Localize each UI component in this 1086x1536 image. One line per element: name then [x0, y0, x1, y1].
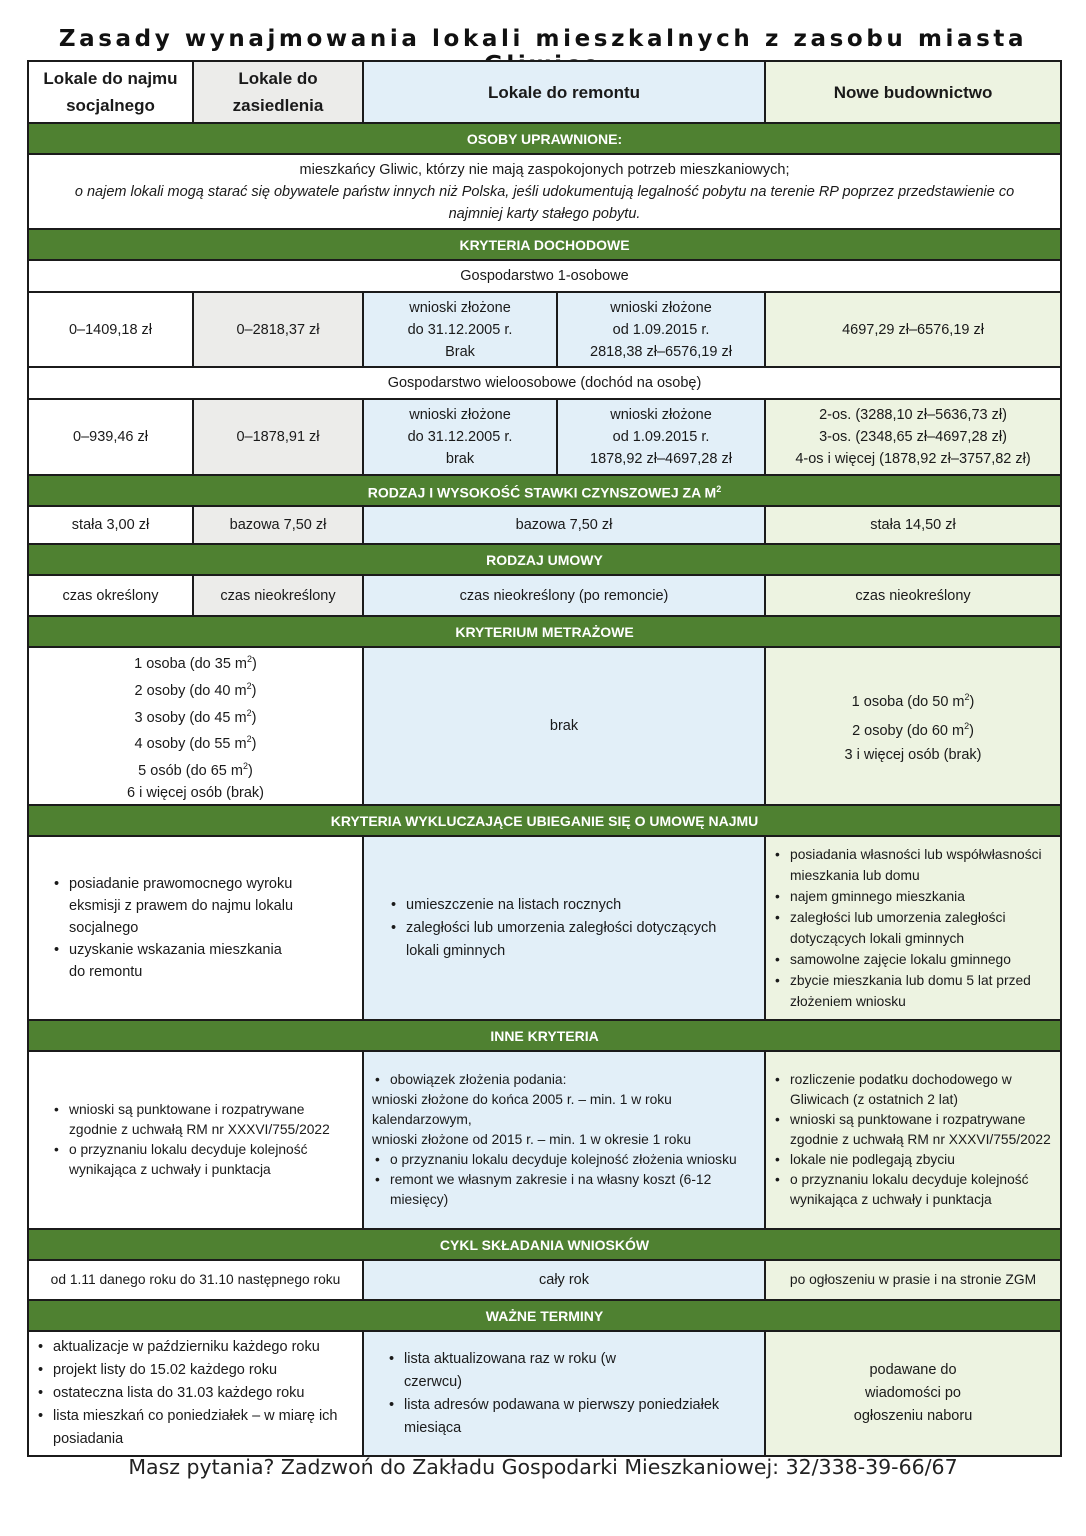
- section-header-wykluczajace: KRYTERIA WYKLUCZAJĄCE UBIEGANIE SIĘ O UMOWĘ NAJMU: [28, 805, 1061, 836]
- area-line: 1 osoba (do 50 $m^2$): [851, 692, 975, 711]
- cell-line: od 1.09.2015 r.: [612, 321, 710, 338]
- cell-line: do 31.12.2005 r.: [407, 321, 513, 338]
- column-header-remont: Lokale do remontu: [363, 61, 765, 123]
- area-line: 1 osoba (do 35 $m^2$): [134, 654, 257, 672]
- other-middle-line-2: wnioski złożone od 2015 r. – min. 1 w okresie 1 roku: [372, 1132, 692, 1148]
- section-header-terminy: WAŻNE TERMINY: [28, 1300, 1061, 1331]
- cell-line: wnioski złożone: [610, 299, 712, 316]
- section-header-inne: INNE KRYTERIA: [28, 1020, 1061, 1051]
- household-single-label: Gospodarstwo 1-osobowe: [28, 260, 1061, 292]
- list-item: • projekt listy do 15.02 każdego roku: [35, 1359, 340, 1382]
- area-line: 4 osoby (do 55 $m^2$): [134, 734, 257, 753]
- list-item: • wnioski są punktowane i rozpatrywane zgodnie z uchwałą RM nr XXXVI/755/2022: [51, 1100, 331, 1140]
- income-multi-remont-2015: [557, 399, 765, 475]
- cell-line: podawane do: [869, 1362, 957, 1379]
- list-item: • lista aktualizowana raz w roku (w czerwcu): [386, 1348, 634, 1394]
- list-item: • posiadanie prawomocnego wyroku eksmisji z prawem do najmu lokalu socjalnego: [51, 873, 301, 939]
- income-multi-zasiedlenie: 0–1878,91 zł: [193, 399, 363, 475]
- income-multi-socjalny: 0–939,46 zł: [28, 399, 193, 475]
- rules-table: [27, 60, 1062, 1457]
- area-line: 5 osób (do 65 $m^2$): [138, 761, 253, 780]
- list-item: • wnioski są punktowane i rozpatrywane zgodnie z uchwałą RM nr XXXVI/755/2022: [772, 1110, 1054, 1150]
- list-item: • samowolne zajęcie lokalu gminnego: [772, 949, 1054, 970]
- section-header-stawka: [28, 475, 1061, 506]
- cell-line: wnioski złożone: [610, 407, 712, 423]
- stawka-header-text: RODZAJ I WYSOKOŚĆ STAWKI CZYNSZOWEJ ZA M: [367, 484, 717, 501]
- income-single-remont-2005: [363, 292, 557, 367]
- cell-line: od 1.09.2015 r.: [612, 429, 710, 445]
- list-item: • o przyznaniu lokalu decyduje kolejność wynikająca z uchwały i punktacja: [772, 1170, 1054, 1210]
- section-header-cykl: CYKL SKŁADANIA WNIOSKÓW: [28, 1229, 1061, 1260]
- list-item: • lista adresów podawana w pierwszy poniedziałek miesiąca: [386, 1394, 746, 1440]
- exclusion-left: [28, 836, 363, 1020]
- cell-line: brak: [445, 451, 475, 467]
- cell-line: Brak: [445, 343, 475, 360]
- column-header-nowe: Nowe budownictwo: [765, 61, 1061, 123]
- area-sup: 2: [964, 721, 970, 732]
- area-sup: 2: [246, 680, 252, 691]
- exclusion-right: [765, 836, 1061, 1020]
- income-single-nowe: 4697,29 zł–6576,19 zł: [765, 292, 1061, 367]
- exclusion-middle: [363, 836, 765, 1020]
- cell-line: do 31.12.2005 r.: [407, 429, 513, 445]
- list-item: • o przyznaniu lokalu decyduje kolejność złożenia wniosku: [372, 1150, 756, 1170]
- area-line: 2 osoby (do 40 $m^2$): [134, 680, 257, 699]
- list-item: • zbycie mieszkania lub domu 5 lat przed złożeniem wniosku: [772, 970, 1054, 1012]
- list-item: • lokale nie podlegają zbyciu: [772, 1150, 1054, 1170]
- list-item: • ostateczna lista do 31.03 każdego roku: [35, 1382, 340, 1405]
- contract-remont: czas nieokreślony (po remoncie): [363, 575, 765, 616]
- section-header-umowa: RODZAJ UMOWY: [28, 544, 1061, 575]
- contact-footer: Masz pytania? Zadzwoń do Zakładu Gospodarki Mieszkaniowej: 32/338-39-66/67: [128, 1455, 958, 1479]
- area-sup: 2: [246, 707, 252, 718]
- deadlines-left: [28, 1331, 363, 1456]
- area-sup: 2: [247, 654, 253, 664]
- list-item: • umieszczenie na listach rocznych: [388, 894, 740, 917]
- cell-line: 3-os. (2348,65 zł–4697,28 zł): [819, 429, 1007, 445]
- income-multi-remont-2005: [363, 399, 557, 475]
- stawka-header-sup: 2: [716, 483, 722, 494]
- list-item: • rozliczenie podatku dochodowego w Gliwicach (z ostatnich 2 lat): [772, 1070, 1054, 1110]
- cell-line: wiadomości po: [865, 1385, 961, 1402]
- column-header-socjalny: Lokale do najmu socjalnego: [28, 61, 193, 123]
- osoby-line-1: mieszkańcy Gliwic, którzy nie mają zaspokojonych potrzeb mieszkaniowych;: [299, 161, 790, 178]
- deadlines-right: [765, 1331, 1061, 1456]
- area-remont: brak: [363, 647, 765, 805]
- contract-socjalny: czas określony: [28, 575, 193, 616]
- area-line: 6 i więcej osób (brak): [127, 785, 264, 802]
- cell-line: 4-os i więcej (1878,92 zł–3757,82 zł): [795, 451, 1031, 467]
- list-item: • najem gminnego mieszkania: [772, 886, 1054, 907]
- list-item: • obowiązek złożenia podania:: [372, 1070, 756, 1090]
- household-multi-label: Gospodarstwo wieloosobowe (dochód na osobę): [28, 367, 1061, 399]
- rent-zasiedlenie: bazowa 7,50 zł: [193, 506, 363, 544]
- rent-nowe: stała 14,50 zł: [765, 506, 1061, 544]
- area-sup: 2: [246, 734, 252, 745]
- rent-socjalny: stała 3,00 zł: [28, 506, 193, 544]
- list-item: • zaległości lub umorzenia zaległości dotyczących lokali gminnych: [388, 917, 740, 963]
- other-middle-line-1: wnioski złożone do końca 2005 r. – min. 1 w roku kalendarzowym,: [372, 1092, 672, 1128]
- osoby-line-2: o najem lokali mogą starać się obywatele państw innych niż Polska, jeśli udokumentują legalność pobytu na terenie RP poprzez przedstawienie co najmniej karty stałego pobytu.: [74, 183, 1015, 222]
- cell-line: 1878,92 zł–4697,28 zł: [590, 451, 732, 467]
- list-item: • lista mieszkań co poniedziałek – w miarę ich posiadania: [35, 1405, 340, 1451]
- cell-line: ogłoszeniu naboru: [853, 1408, 973, 1425]
- income-single-socjalny: 0–1409,18 zł: [28, 292, 193, 367]
- osoby-uprawnione-text: [28, 154, 1061, 229]
- deadlines-middle: [363, 1331, 765, 1456]
- list-item: • zaległości lub umorzenia zaległości dotyczących lokali gminnych: [772, 907, 1054, 949]
- income-multi-nowe: [765, 399, 1061, 475]
- other-middle: [363, 1051, 765, 1229]
- cell-line: wnioski złożone: [409, 407, 511, 423]
- section-header-metraz: KRYTERIUM METRAŻOWE: [28, 616, 1061, 647]
- list-item: • uzyskanie wskazania mieszkania do remontu: [51, 939, 301, 983]
- area-sup: 2: [964, 692, 970, 703]
- cycle-right: po ogłoszeniu w prasie i na stronie ZGM: [765, 1260, 1061, 1300]
- cycle-middle: cały rok: [363, 1260, 765, 1300]
- area-nowe: [765, 647, 1061, 805]
- list-item: • posiadania własności lub współwłasności mieszkania lub domu: [772, 844, 1054, 886]
- other-left: [28, 1051, 363, 1229]
- cycle-left: od 1.11 danego roku do 31.10 następnego roku: [28, 1260, 363, 1300]
- contract-zasiedlenie: czas nieokreślony: [193, 575, 363, 616]
- area-sup: 2: [242, 761, 248, 772]
- cell-line: 2818,38 zł–6576,19 zł: [590, 343, 732, 360]
- area-line: 3 osoby (do 45 $m^2$): [134, 707, 257, 726]
- cell-line: 2-os. (3288,10 zł–5636,73 zł): [819, 407, 1007, 423]
- area-line: 2 osoby (do 60 $m^2$): [852, 721, 974, 739]
- area-line: 3 i więcej osób (brak): [844, 746, 982, 763]
- list-item: • o przyznaniu lokalu decyduje kolejność wynikająca z uchwały i punktacja: [51, 1140, 331, 1180]
- section-header-dochody: KRYTERIA DOCHODOWE: [28, 229, 1061, 260]
- income-single-remont-2015: [557, 292, 765, 367]
- contract-nowe: czas nieokreślony: [765, 575, 1061, 616]
- list-item: • remont we własnym zakresie i na własny koszt (6-12 miesięcy): [372, 1170, 756, 1210]
- cell-line: wnioski złożone: [409, 299, 511, 316]
- section-header-osoby: OSOBY UPRAWNIONE:: [28, 123, 1061, 154]
- column-header-zasiedlenie: Lokale do zasiedlenia: [193, 61, 363, 123]
- list-item: • aktualizacje w październiku każdego roku: [35, 1336, 340, 1359]
- area-left: [28, 647, 363, 805]
- other-right: [765, 1051, 1061, 1229]
- income-single-zasiedlenie: 0–2818,37 zł: [193, 292, 363, 367]
- page-title: Zasady wynajmowania lokali mieszkalnych z zasobu miasta: [58, 26, 1028, 52]
- rent-remont: bazowa 7,50 zł: [363, 506, 765, 544]
